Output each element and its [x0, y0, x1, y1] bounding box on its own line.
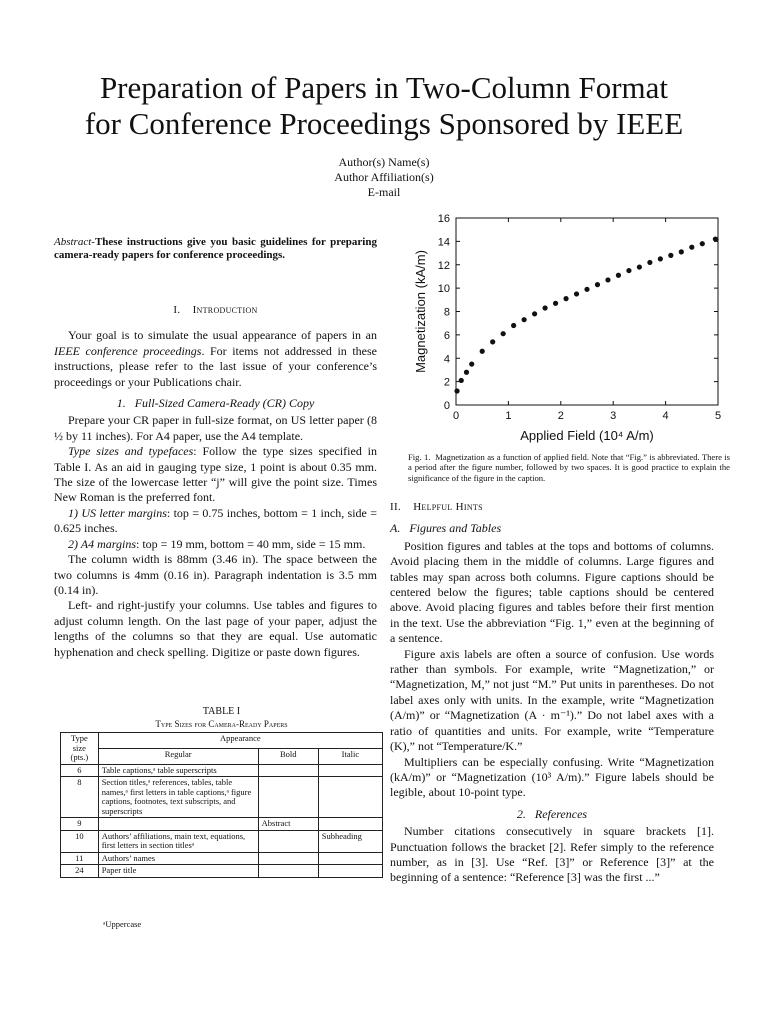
table-row [61, 777, 383, 818]
table-cell-bold [258, 777, 318, 818]
header-appearance: Appearance [98, 733, 382, 749]
left-column [54, 236, 377, 660]
table-cell-italic [318, 818, 382, 831]
data-point [574, 291, 579, 296]
subsection-heading-cr-copy: 1. Full-Sized Camera-Ready (CR) Copy [116, 396, 315, 411]
right-column [390, 500, 714, 886]
abstract-label: Abstract [54, 236, 92, 248]
abstract-text: These instructions give you basic guidelines for preparing camera-ready papers for conference proceedings. [54, 236, 377, 261]
data-point [490, 339, 495, 344]
subsection-heading-figures-tables: A. Figures and Tables [390, 521, 502, 536]
data-point [689, 245, 694, 250]
section-heading-introduction [54, 303, 377, 318]
table-row [61, 830, 383, 852]
table-cell-bold [258, 764, 318, 777]
x-tick-label: 1 [505, 410, 512, 422]
table-cell-regular: Table captions,ᵃ table superscripts [98, 764, 258, 777]
abstract [54, 236, 377, 262]
table-cell-size: 11 [61, 852, 99, 865]
plot-frame [456, 218, 718, 405]
data-point [532, 311, 537, 316]
axis-labels-paragraph: Figure axis labels are often a source of confusion. Use words rather than symbols. For example, write “Magnetization,” or “Magnetization, M,” not just “M.” Put units in parentheses. Do not label axes only with units. In the example, write “Magnetization (A/m)” or “Magnetization (A · m⁻¹).” Do not label axes with a ratio of quantities and units. For example, write “Temperature (K),” not “Temperature/K.” [390, 646, 714, 754]
section-number: I. [173, 304, 181, 316]
data-point [501, 331, 506, 336]
author-affiliation: Author Affiliation(s) [334, 170, 434, 184]
abstract-dash: - [91, 236, 95, 248]
data-point [637, 264, 642, 269]
intro-text-emphasis: IEEE conference proceedings [54, 343, 202, 358]
table-cell-size: 10 [61, 830, 99, 852]
data-point [480, 349, 485, 354]
table-header-row [61, 733, 383, 749]
x-tick-label: 2 [557, 410, 564, 422]
y-tick-label: 6 [443, 329, 450, 342]
x-tick-label: 4 [662, 410, 669, 422]
table-subheader-row [61, 748, 383, 764]
y-axis-label: Magnetization (kA/m) [413, 250, 428, 373]
author-names: Author(s) Name(s) [338, 155, 430, 169]
a4-margins-text: : top = 19 mm, bottom = 40 mm, side = 15 mm. [136, 536, 366, 551]
table-caption [60, 706, 383, 730]
section-title: Introduction [192, 304, 258, 316]
intro-text-a: Your goal is to simulate the usual appearance of papers in an [68, 328, 377, 343]
table-cell-size: 9 [61, 818, 99, 831]
x-tick-label: 3 [610, 410, 617, 422]
table-cell-bold [258, 852, 318, 865]
table-title: Type Sizes for Camera-Ready Papers [155, 719, 288, 729]
data-point [679, 249, 684, 254]
y-tick-label: 8 [443, 306, 450, 319]
data-point [511, 323, 516, 328]
figures-paragraph: Position figures and tables at the tops and bottoms of columns. Avoid placing them in the middle of columns. Large figures and tables may span across both columns. Figure captions should be centered below the figures; table captions should be centered above. Avoid placing figures and tables before their first mention in the text. Use the abbreviation “Fig. 1,” even at the beginning of a sentence. [390, 538, 714, 646]
data-point [553, 301, 558, 306]
table-cell-italic [318, 764, 382, 777]
y-tick-label: 14 [437, 236, 450, 249]
table-cell-regular [98, 818, 258, 831]
table-cell-italic [318, 852, 382, 865]
figure-caption [408, 452, 730, 483]
typesize-text: : Follow the type sizes specified in Table I. As an aid in gauging type size, 1 point is about 0.35 mm. The size of the lowercase letter “j” will give the point size. Times New Roman is the preferred font. [54, 444, 378, 505]
data-point [542, 305, 547, 310]
table-cell-size: 24 [61, 865, 99, 878]
table-body [61, 764, 383, 877]
type-sizes-table [60, 732, 383, 878]
table-cell-regular: Section titles,ᵃ references, tables, table names,ᵃ first letters in table captions,ᵃ figure captions, footnotes, text subscripts, and superscripts [98, 777, 258, 818]
data-point [616, 273, 621, 278]
header-italic: Italic [318, 748, 382, 764]
table-cell-italic [318, 865, 382, 878]
x-tick-label: 0 [452, 410, 460, 422]
table-cell-regular: Authors’ affiliations, main text, equations, first letters in section titlesᵃ [98, 830, 258, 852]
figure-caption-text: Magnetization as a function of applied field. Note that “Fig.” is abbreviated. There is a period after the figure number, followed by two spaces. It is good practice to explain the significance of the figure in the caption. [408, 452, 731, 483]
data-point [647, 260, 652, 265]
table-cell-regular: Authors’ names [98, 852, 258, 865]
paper-title-line-2: for Conference Proceedings Sponsored by IEEE [84, 106, 684, 141]
section-title: Helpful Hints [413, 501, 483, 513]
table-cell-italic [318, 777, 382, 818]
data-point [459, 378, 464, 383]
y-tick-label: 16 [437, 213, 450, 225]
paper-title [0, 70, 768, 142]
us-margins-text: : top = 0.75 inches, bottom = 1 inch, side = 0.625 inches. [54, 505, 377, 536]
table-cell-bold: Abstract [258, 818, 318, 831]
table-row [61, 818, 383, 831]
section-heading-helpful-hints [390, 500, 714, 515]
table-row [61, 865, 383, 878]
data-point [713, 236, 718, 241]
y-tick-label: 2 [443, 376, 450, 389]
header-type-size: Type size (pts.) [61, 733, 99, 765]
intro-text-b: . For items not addressed in these instructions, please refer to the last issue of your conference’s proceedings or your Publications chair. [54, 343, 377, 389]
multipliers-paragraph: Multipliers can be especially confusing. Write “Magnetization (kA/m)” or “Magnetization (10³ A/m).” Figure labels should be legible, about 10-point type. [390, 754, 714, 800]
header-regular: Regular [98, 748, 258, 764]
data-point [563, 296, 568, 301]
data-point [658, 256, 663, 261]
figure-caption-label: Fig. 1. [408, 452, 431, 462]
table-row [61, 764, 383, 777]
data-point [595, 282, 600, 287]
data-point [668, 253, 673, 258]
typesize-paragraph [54, 444, 377, 506]
x-tick-label: 5 [714, 410, 722, 422]
data-point [584, 287, 589, 292]
table-cell-regular: Paper title [98, 865, 258, 878]
table-cell-size: 8 [61, 777, 99, 818]
table-cell-italic: Subheading [318, 830, 382, 852]
data-point [522, 317, 527, 322]
a4-margins-paragraph [54, 537, 377, 552]
y-tick-label: 0 [443, 400, 450, 412]
data-point [469, 361, 474, 366]
subsection-heading-references: 2. References [516, 806, 588, 821]
references-paragraph: Number citations consecutively in square brackets [1]. Punctuation follows the bracket [2]. Refer simply to the reference number, as in [3]. Use “Ref. [3]” or Reference [3]” at the beginning of a sentence: “Reference [3] was the first ...” [390, 824, 714, 885]
y-tick-label: 12 [437, 259, 450, 272]
column-width-paragraph: The column width is 88mm (3.46 in). The space between the two columns is 4mm (0.16 in). Paragraph indentation is 3.5 mm (0.14 in). [54, 552, 377, 597]
us-margins-label: 1) US letter margins [68, 505, 167, 520]
x-axis-label: Applied Field (10⁴ A/m) [520, 428, 654, 443]
justify-paragraph: Left- and right-justify your columns. Use tables and figures to adjust column length. On the last page of your paper, adjust the lengths of the columns so that they are equal. Use automatic hyphenation and check spelling. Digitize or paste down figures. [54, 598, 377, 659]
data-point [464, 370, 469, 375]
intro-paragraph [54, 328, 377, 390]
y-tick-label: 10 [437, 283, 450, 296]
table-cell-size: 6 [61, 764, 99, 777]
table-footnote: ᵃUppercase [103, 919, 142, 929]
section-number: II. [390, 501, 401, 513]
table-label: TABLE I [202, 706, 241, 717]
y-tick-label: 4 [443, 353, 450, 366]
table-cell-bold [258, 865, 318, 878]
data-point [454, 388, 459, 393]
typesize-label: Type sizes and typefaces [68, 444, 194, 459]
data-point [605, 277, 610, 282]
table-row [61, 852, 383, 865]
a4-margins-label: 2) A4 margins [68, 536, 137, 551]
cr-paragraph: Prepare your CR paper in full-size format, on US letter paper (8 ½ by 11 inches). For A4 paper, use the A4 template. [54, 413, 377, 443]
table-cell-bold [258, 830, 318, 852]
paper-title-line-1: Preparation of Papers in Two-Column Format [99, 70, 669, 105]
data-point [626, 268, 631, 273]
author-block [0, 155, 768, 200]
author-email: E-mail [367, 185, 401, 199]
magnetization-chart [410, 210, 730, 450]
us-margins-paragraph [54, 506, 377, 537]
data-point [700, 241, 705, 246]
header-bold: Bold [258, 748, 318, 764]
